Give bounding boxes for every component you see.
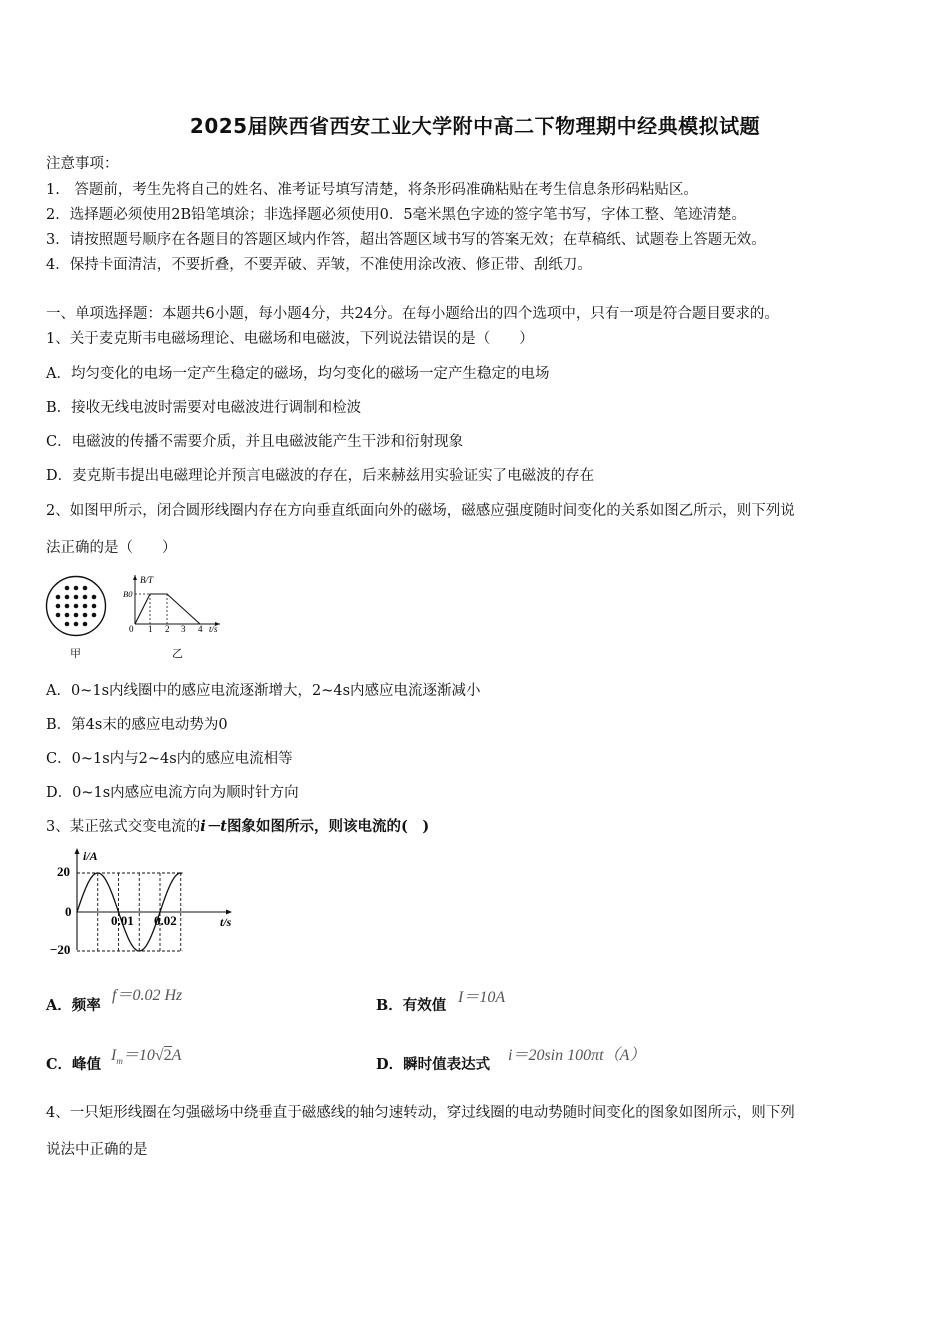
bt-tick-4: 4 — [198, 624, 203, 634]
q2-stem-line1: 2、如图甲所示，闭合圆形线圈内存在方向垂直纸面向外的磁场，磁感应强度随时间变化的关系如图乙所示，则下列说 — [46, 503, 795, 519]
bt-b0-label: B0 — [123, 589, 133, 599]
it-y-zero-label: 0 — [65, 904, 72, 919]
it-ylabel: i/A — [83, 849, 98, 863]
magnetic-field-dots — [56, 586, 97, 627]
q3-option-a-math: f＝0.02 Hz — [112, 987, 183, 1004]
field-dot — [83, 613, 88, 618]
q3-figure-it-graph — [44, 846, 244, 958]
field-dot — [65, 586, 70, 591]
it-x-t2-label: 0.02 — [154, 913, 177, 928]
q3-option-c-label: C．峰值 — [46, 1056, 102, 1073]
q3-stem — [46, 815, 429, 836]
q2-figure-label-jia: 甲 — [70, 647, 81, 660]
q2-figure-bt-graph — [120, 572, 230, 634]
field-dot — [65, 613, 70, 618]
bt-curve — [135, 594, 200, 624]
it-x-t1-label: 0.01 — [111, 913, 134, 928]
q3-stem-var: i－t — [200, 818, 227, 835]
field-dot — [83, 586, 88, 591]
field-dot — [83, 622, 88, 627]
q2-option-a: A．0~1s内线圈中的感应电流逐渐增大，2~4s内感应电流逐渐减小 — [46, 683, 481, 699]
field-dot — [92, 595, 97, 600]
field-dot — [74, 613, 79, 618]
field-dot — [74, 586, 79, 591]
field-dot — [92, 604, 97, 609]
section-heading: 一、单项选择题：本题共6小题，每小题4分，共24分。在每小题给出的四个选项中，只有一项是符合题目要求的。 — [46, 306, 779, 322]
q1-option-b: B．接收无线电波时需要对电磁波进行调制和检波 — [46, 400, 362, 416]
q1-option-d: D．麦克斯韦提出电磁理论并预言电磁波的存在，后来赫兹用实验证实了电磁波的存在 — [46, 468, 595, 484]
notice-item-1: 1. 答题前，考生先将自己的姓名、准考证号填写清楚，将条形码准确粘贴在考生信息条形码粘贴区。 — [46, 182, 698, 198]
q4-stem-line1: 4、一只矩形线圈在匀强磁场中绕垂直于磁感线的轴匀速转动，穿过线圈的电动势随时间变化的图象如图所示，则下列 — [46, 1105, 795, 1121]
field-dot — [65, 604, 70, 609]
bt-tick-0: 0 — [129, 624, 134, 634]
field-dot — [74, 595, 79, 600]
bt-tick-1: 1 — [148, 624, 153, 634]
field-dot — [56, 604, 61, 609]
field-dot — [92, 613, 97, 618]
bt-xlabel: t/s — [209, 624, 218, 634]
bt-y-arrow — [133, 575, 137, 580]
q2-option-d: D．0~1s内感应电流方向为顺时针方向 — [46, 785, 299, 801]
it-x-arrow — [226, 910, 232, 915]
q4-stem-line2: 说法中正确的是 — [46, 1142, 148, 1158]
c-math-sqrt: 2 — [163, 1047, 172, 1064]
q3-option-d-math: i＝20sin 100πt（A） — [508, 1047, 646, 1064]
q3-stem-pre: 3、某正弦式交变电流的 — [46, 819, 201, 835]
q2-figure-coil — [44, 574, 108, 638]
notice-item-2: 2．选择题必须使用2B铅笔填涂；非选择题必须使用0．5毫米黑色字迹的签字笔书写，字体工整、笔迹清楚。 — [46, 207, 747, 223]
field-dot — [83, 595, 88, 600]
page-title: 2025届陕西省西安工业大学附中高二下物理期中经典模拟试题 — [189, 114, 761, 138]
bt-ylabel: B/T — [140, 575, 154, 585]
q3-option-c-math — [111, 1042, 181, 1066]
c-math-i: I — [111, 1047, 117, 1064]
q2-option-b: B．第4s末的感应电动势为0 — [46, 717, 228, 733]
q2-option-c: C．0~1s内与2~4s内的感应电流相等 — [46, 751, 293, 767]
field-dot — [56, 595, 61, 600]
field-dot — [74, 622, 79, 627]
bt-tick-3: 3 — [181, 624, 186, 634]
field-dot — [83, 604, 88, 609]
field-dot — [56, 613, 61, 618]
q1-stem: 1、关于麦克斯韦电磁场理论、电磁场和电磁波，下列说法错误的是（ ） — [46, 331, 534, 347]
c-math-sub: m — [116, 1056, 123, 1067]
c-math-unit: A — [171, 1047, 182, 1064]
notice-heading: 注意事项： — [46, 156, 119, 172]
q3-option-d-label: D．瞬时值表达式 — [376, 1056, 491, 1073]
field-dot — [65, 595, 70, 600]
q1-option-a: A．均匀变化的电场一定产生稳定的磁场，均匀变化的磁场一定产生稳定的电场 — [46, 366, 550, 382]
q2-stem-line2: 法正确的是（ ） — [46, 540, 177, 556]
q3-option-a-label: A．频率 — [46, 997, 101, 1014]
q2-figure-label-yi: 乙 — [172, 647, 183, 660]
it-y-bottom-label: −20 — [50, 942, 71, 957]
q3-option-b-label: B．有效值 — [376, 997, 447, 1014]
it-y-top-label: 20 — [57, 864, 70, 879]
it-xlabel: t/s — [220, 915, 232, 929]
field-dot — [74, 604, 79, 609]
it-y-arrow — [75, 848, 80, 854]
q3-stem-post: 图象如图所示，则该电流的( ) — [226, 818, 430, 835]
c-math-eq: ＝10 — [122, 1047, 155, 1064]
sqrt-icon: √ — [154, 1047, 164, 1064]
notice-item-4: 4．保持卡面清洁，不要折叠，不要弄破、弄皱，不准使用涂改液、修正带、刮纸刀。 — [46, 257, 592, 273]
q3-option-b-math: I＝10A — [458, 989, 506, 1006]
notice-item-3: 3．请按照题号顺序在各题目的答题区域内作答，超出答题区域书写的答案无效；在草稿纸、试题卷上答题无效。 — [46, 232, 766, 248]
field-dot — [65, 622, 70, 627]
bt-tick-2: 2 — [165, 624, 170, 634]
q1-option-c: C．电磁波的传播不需要介质，并且电磁波能产生干涉和衍射现象 — [46, 434, 464, 450]
